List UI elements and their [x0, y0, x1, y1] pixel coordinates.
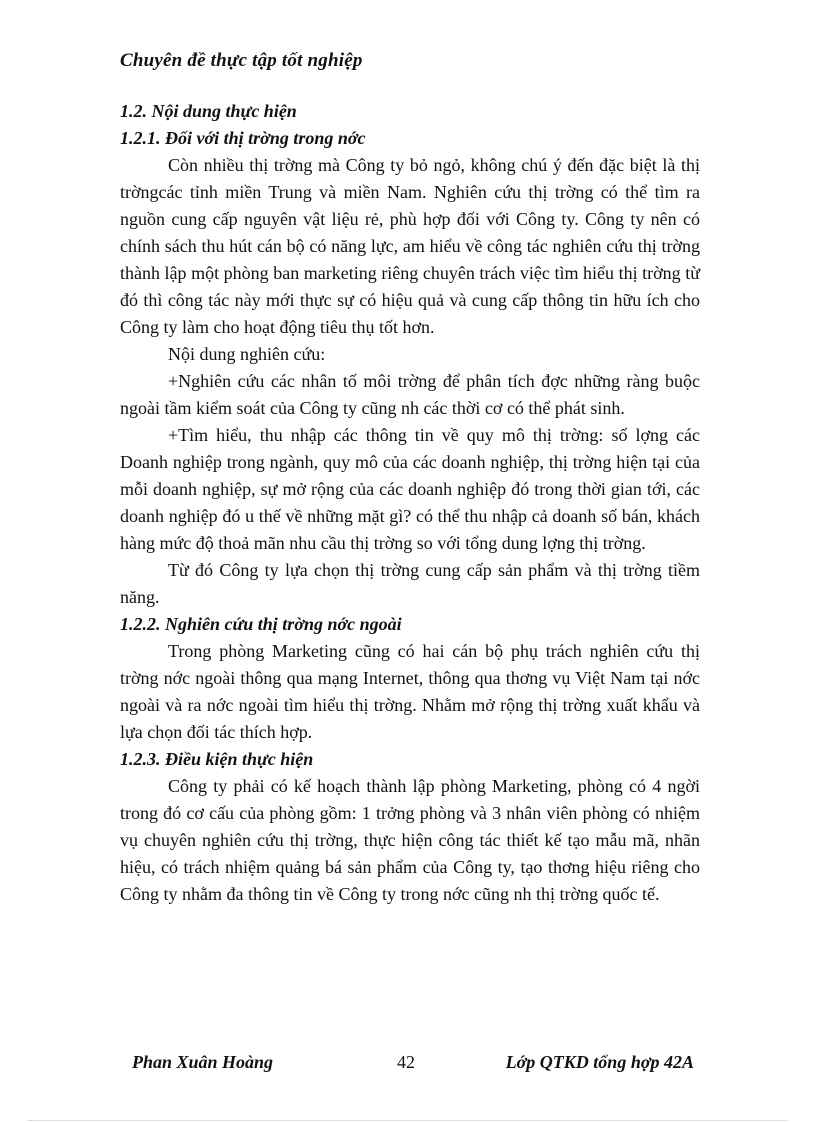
paragraph: Còn nhiều thị trờng mà Công ty bỏ ngỏ, không chú ý đến đặc biệt là thị trờngcác tỉnh miền Trung và miền Nam. Nghiên cứu thị trờng có thể tìm ra nguồn cung cấp nguyên vật liệu rẻ, phù hợp đối với Công ty. Công ty nên có chính sách thu hút cán bộ có năng lực, am hiểu về công tác nghiên cứu thị trờng thành lập một phòng ban marketing riêng chuyên trách việc tìm hiểu thị trờng từ đó thì công tác này mới thực sự có hiệu quả và cung cấp thông tin hữu ích cho Công ty làm cho hoạt động tiêu thụ tốt hơn. — [120, 155, 700, 337]
heading-1-2-2: 1.2.2. Nghiên cứu thị trờng nớc ngoài — [120, 614, 402, 634]
page-header-title: Chuyên đề thực tập tốt nghiệp — [120, 50, 363, 71]
page-body — [120, 98, 700, 908]
paragraph: +Nghiên cứu các nhân tố môi trờng để phân tích đợc những ràng buộc ngoài tầm kiểm soát của Công ty cũng nh các thời cơ có thể phát sinh. — [120, 371, 700, 418]
page-number: 42 — [397, 1052, 415, 1072]
paragraph: Từ đó Công ty lựa chọn thị trờng cung cấp sản phẩm và thị trờng tiềm năng. — [120, 560, 700, 607]
page-bottom-divider — [28, 1120, 788, 1121]
paragraph: Công ty phải có kế hoạch thành lập phòng Marketing, phòng có 4 ngời trong đó cơ cấu của phòng gồm: 1 trởng phòng và 3 nhân viên phòng có nhiệm vụ chuyên nghiên cứu thị trờng, thực hiện công tác thiết kế tạo mẫu mã, nhãn hiệu, có trách nhiệm quảng bá sản phẩm của Công ty, tạo thơng hiệu riêng cho Công ty nhằm đa thông tin về Công ty trong nớc cũng nh thị trờng quốc tế. — [120, 776, 700, 904]
heading-1-2: 1.2. Nội dung thực hiện — [120, 101, 297, 121]
footer-author: Phan Xuân Hoàng — [132, 1052, 274, 1072]
heading-1-2-1: 1.2.1. Đối với thị trờng trong nớc — [120, 128, 366, 148]
footer-class-name: Lớp QTKD tổng hợp 42A — [505, 1052, 694, 1072]
page-footer — [132, 1052, 694, 1080]
paragraph: Nội dung nghiên cứu: — [168, 344, 326, 364]
paragraph: Trong phòng Marketing cũng có hai cán bộ phụ trách nghiên cứu thị trờng nớc ngoài thông qua mạng Internet, thông qua thơng vụ Việt Nam tại nớc ngoài và ra nớc ngoài tìm hiểu thị trờng. Nhằm mở rộng thị trờng xuất khẩu và lựa chọn đối tác thích hợp. — [120, 641, 700, 742]
heading-1-2-3: 1.2.3. Điều kiện thực hiện — [120, 749, 314, 769]
paragraph: +Tìm hiểu, thu nhập các thông tin về quy mô thị trờng: số lợng các Doanh nghiệp trong ngành, quy mô của các doanh nghiệp, thị trờng hiện tại của mỗi doanh nghiệp, sự mở rộng của các doanh nghiệp đó trong thời gian tới, các doanh nghiệp đó u thế về những mặt gì? có thể thu nhập cả doanh số bán, khách hàng mức độ thoả mãn nhu cầu thị trờng so với tổng dung lợng thị trờng. — [120, 425, 700, 553]
